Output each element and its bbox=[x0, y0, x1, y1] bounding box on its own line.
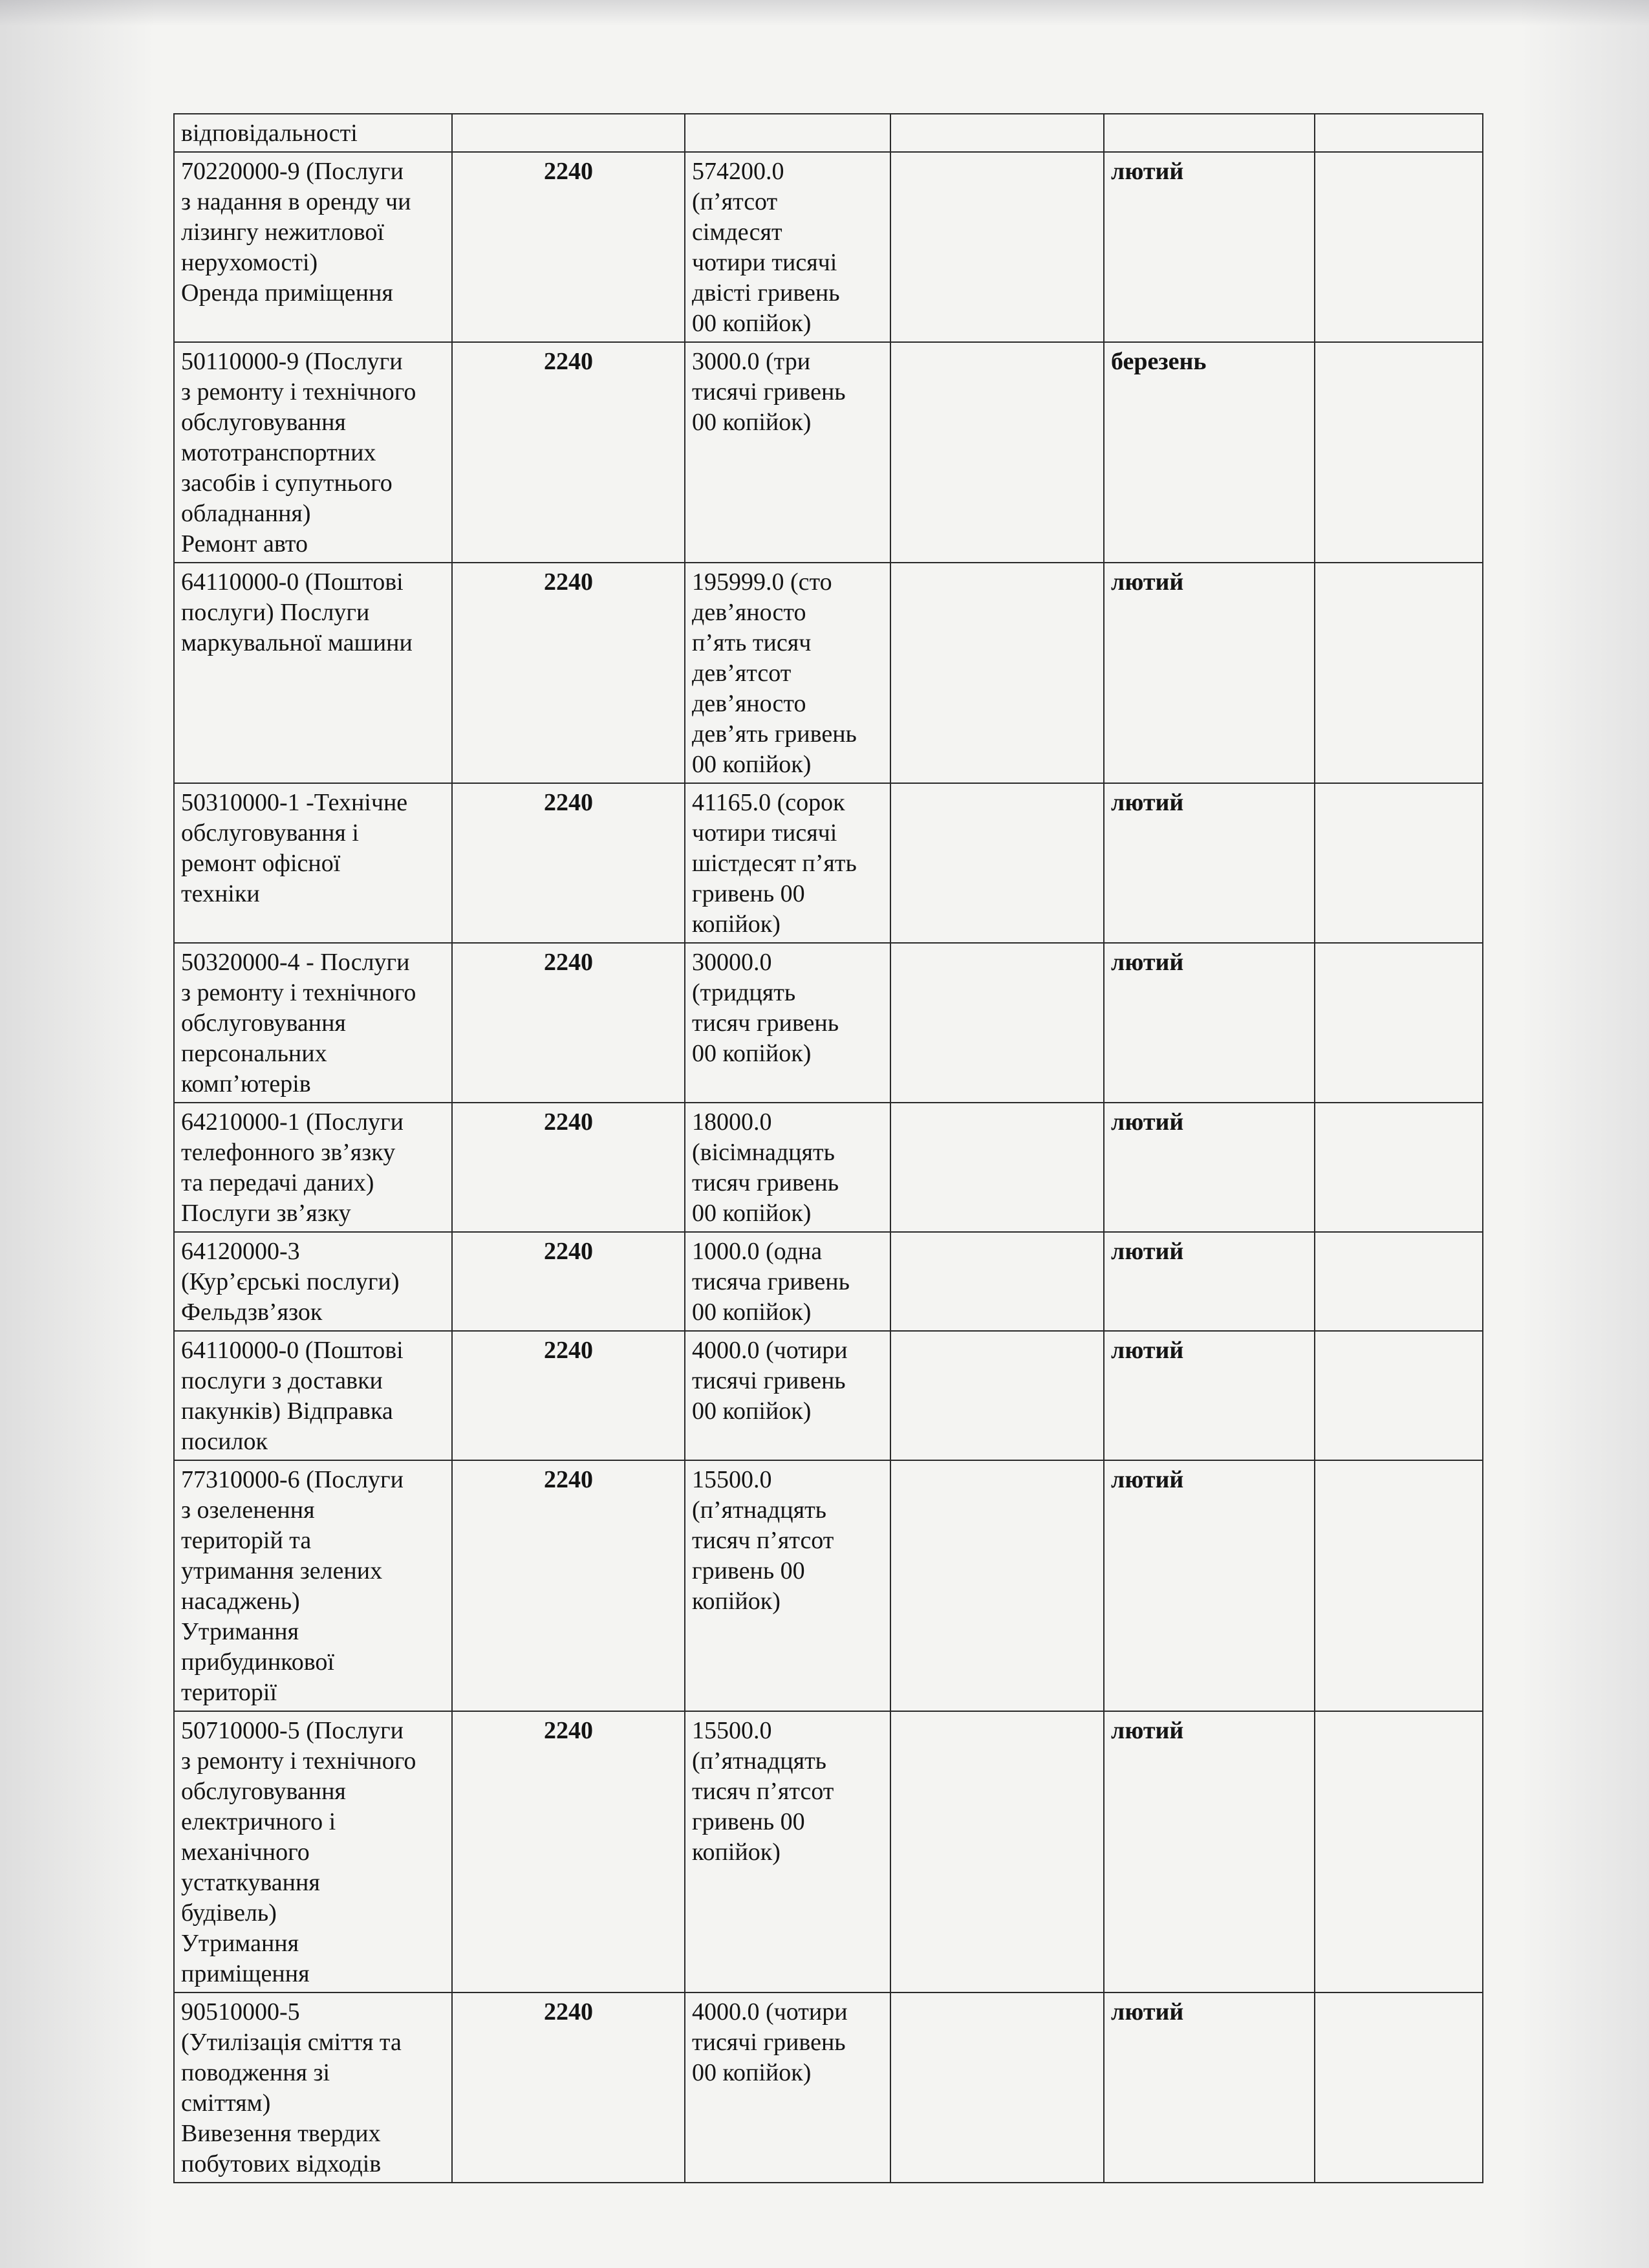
code-cell: 2240 bbox=[452, 1460, 685, 1711]
note-cell bbox=[1315, 342, 1483, 563]
code-cell: 2240 bbox=[452, 1331, 685, 1460]
amount-cell: 15500.0 (п’ятнадцять тисяч п’ятсот гривень 00 копійок) bbox=[685, 1460, 890, 1711]
item-cell: 50710000-5 (Послуги з ремонту і технічного обслуговування електричного і механічного устаткування будівель) Утримання приміщення bbox=[174, 1711, 452, 1993]
extra-cell bbox=[890, 1232, 1104, 1331]
table-row bbox=[174, 1232, 1483, 1331]
amount-cell: 30000.0 (тридцять тисяч гривень 00 копійок) bbox=[685, 943, 890, 1103]
code-cell: 2240 bbox=[452, 342, 685, 563]
extra-cell bbox=[890, 1103, 1104, 1232]
amount-cell: 195999.0 (сто дев’яносто п’ять тисяч дев’ятсот дев’яносто дев’ять гривень 00 копійок) bbox=[685, 563, 890, 783]
amount-cell: 41165.0 (сорок чотири тисячі шістдесят п’ять гривень 00 копійок) bbox=[685, 783, 890, 943]
code-cell: 2240 bbox=[452, 1103, 685, 1232]
table-row bbox=[174, 1460, 1483, 1711]
amount-cell: 15500.0 (п’ятнадцять тисяч п’ятсот гривень 00 копійок) bbox=[685, 1711, 890, 1993]
extra-cell bbox=[890, 114, 1104, 152]
month-cell: лютий bbox=[1104, 1460, 1315, 1711]
month-cell: лютий bbox=[1104, 563, 1315, 783]
note-cell bbox=[1315, 1711, 1483, 1993]
table-row bbox=[174, 152, 1483, 342]
month-cell: лютий bbox=[1104, 152, 1315, 342]
amount-cell: 4000.0 (чотири тисячі гривень 00 копійок) bbox=[685, 1331, 890, 1460]
note-cell bbox=[1315, 1460, 1483, 1711]
month-cell: лютий bbox=[1104, 1331, 1315, 1460]
note-cell bbox=[1315, 563, 1483, 783]
table-row bbox=[174, 1711, 1483, 1993]
code-cell: 2240 bbox=[452, 1232, 685, 1331]
code-cell bbox=[452, 114, 685, 152]
item-cell: 50320000-4 - Послуги з ремонту і технічного обслуговування персональних комп’ютерів bbox=[174, 943, 452, 1103]
table-row bbox=[174, 1103, 1483, 1232]
item-cell: 77310000-6 (Послуги з озеленення територій та утримання зелених насаджень) Утримання прибудинкової території bbox=[174, 1460, 452, 1711]
item-cell: 50110000-9 (Послуги з ремонту і технічного обслуговування мототранспортних засобів і супутнього обладнання) Ремонт авто bbox=[174, 342, 452, 563]
month-cell: лютий bbox=[1104, 1232, 1315, 1331]
code-cell: 2240 bbox=[452, 1711, 685, 1993]
table-row bbox=[174, 342, 1483, 563]
extra-cell bbox=[890, 1331, 1104, 1460]
month-cell: березень bbox=[1104, 342, 1315, 563]
code-cell: 2240 bbox=[452, 1993, 685, 2183]
note-cell bbox=[1315, 1103, 1483, 1232]
extra-cell bbox=[890, 1711, 1104, 1993]
code-cell: 2240 bbox=[452, 152, 685, 342]
code-cell: 2240 bbox=[452, 563, 685, 783]
table-row bbox=[174, 563, 1483, 783]
table-row bbox=[174, 783, 1483, 943]
amount-cell: 3000.0 (три тисячі гривень 00 копійок) bbox=[685, 342, 890, 563]
scan-edge-shadow bbox=[0, 0, 155, 2268]
month-cell bbox=[1104, 114, 1315, 152]
table-row bbox=[174, 943, 1483, 1103]
scan-edge-shadow bbox=[0, 0, 1649, 26]
amount-cell: 574200.0 (п’ятсот сімдесят чотири тисячі двісті гривень 00 копійок) bbox=[685, 152, 890, 342]
note-cell bbox=[1315, 114, 1483, 152]
item-cell: відповідальності bbox=[174, 114, 452, 152]
note-cell bbox=[1315, 152, 1483, 342]
amount-cell: 1000.0 (одна тисяча гривень 00 копійок) bbox=[685, 1232, 890, 1331]
extra-cell bbox=[890, 943, 1104, 1103]
code-cell: 2240 bbox=[452, 783, 685, 943]
procurement-plan-table bbox=[173, 113, 1483, 2183]
month-cell: лютий bbox=[1104, 1103, 1315, 1232]
month-cell: лютий bbox=[1104, 1711, 1315, 1993]
table-row-fragment bbox=[174, 114, 1483, 152]
extra-cell bbox=[890, 152, 1104, 342]
extra-cell bbox=[890, 1993, 1104, 2183]
item-cell: 64210000-1 (Послуги телефонного зв’язку та передачі даних) Послуги зв’язку bbox=[174, 1103, 452, 1232]
extra-cell bbox=[890, 1460, 1104, 1711]
amount-cell bbox=[685, 114, 890, 152]
month-cell: лютий bbox=[1104, 943, 1315, 1103]
note-cell bbox=[1315, 943, 1483, 1103]
item-cell: 64120000-3 (Кур’єрські послуги) Фельдзв’язок bbox=[174, 1232, 452, 1331]
item-cell: 50310000-1 -Технічне обслуговування і ремонт офісної техніки bbox=[174, 783, 452, 943]
extra-cell bbox=[890, 783, 1104, 943]
table-row bbox=[174, 1331, 1483, 1460]
extra-cell bbox=[890, 342, 1104, 563]
note-cell bbox=[1315, 1232, 1483, 1331]
extra-cell bbox=[890, 563, 1104, 783]
table-row bbox=[174, 1993, 1483, 2183]
code-cell: 2240 bbox=[452, 943, 685, 1103]
month-cell: лютий bbox=[1104, 1993, 1315, 2183]
item-cell: 70220000-9 (Послуги з надання в оренду чи лізингу нежитлової нерухомості) Оренда приміщення bbox=[174, 152, 452, 342]
month-cell: лютий bbox=[1104, 783, 1315, 943]
note-cell bbox=[1315, 1331, 1483, 1460]
item-cell: 64110000-0 (Поштові послуги) Послуги маркувальної машини bbox=[174, 563, 452, 783]
item-cell: 90510000-5 (Утилізація сміття та поводження зі сміттям) Вивезення твердих побутових відходів bbox=[174, 1993, 452, 2183]
amount-cell: 18000.0 (вісімнадцять тисяч гривень 00 копійок) bbox=[685, 1103, 890, 1232]
note-cell bbox=[1315, 783, 1483, 943]
scan-edge-shadow bbox=[1520, 0, 1649, 2268]
note-cell bbox=[1315, 1993, 1483, 2183]
amount-cell: 4000.0 (чотири тисячі гривень 00 копійок) bbox=[685, 1993, 890, 2183]
item-cell: 64110000-0 (Поштові послуги з доставки пакунків) Відправка посилок bbox=[174, 1331, 452, 1460]
